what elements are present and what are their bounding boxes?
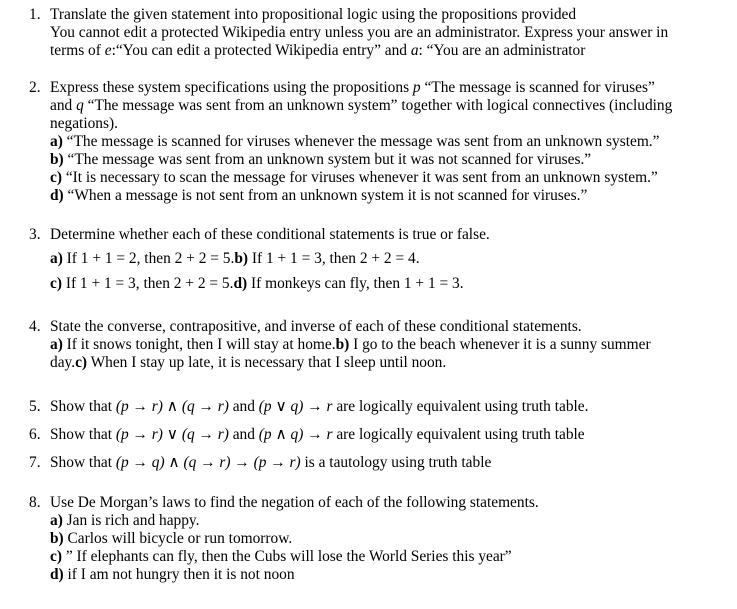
sub-question: b) “The message was sent from an unknown system but it was not scanned for viruses.”	[50, 151, 592, 168]
sub-question: c) ” If elephants can fly, then the Cubs will lose the World Series this year”	[50, 548, 512, 565]
question-text: Show that (p → q) ∧ (q → r) → (p → r) is a tautology using truth table	[50, 454, 492, 471]
question-number: 3.	[29, 226, 41, 243]
sub-question: d) if I am not hungry then it is not noon	[50, 566, 295, 583]
question-text: and q “The message was sent from an unknown system” together with logical connectives (including	[50, 97, 673, 114]
sub-question: a) “The message is scanned for viruses whenever the message was sent from an unknown system.”	[50, 133, 660, 150]
question-text: You cannot edit a protected Wikipedia entry unless you are an administrator. Express your answer in	[50, 24, 669, 41]
question-text: negations).	[50, 115, 118, 132]
question-text: Use De Morgan’s laws to find the negation of each of the following statements.	[50, 494, 539, 511]
question-number: 5.	[29, 398, 41, 415]
question-number: 6.	[29, 426, 41, 443]
question-text: terms of e:“You can edit a protected Wikipedia entry” and a: “You are an administrator	[50, 42, 586, 59]
question-number: 8.	[29, 494, 41, 511]
question-number: 1.	[29, 6, 41, 23]
question-number: 4.	[29, 318, 41, 335]
question-number: 7.	[29, 454, 41, 471]
sub-question: a) If 1 + 1 = 2, then 2 + 2 = 5.b) If 1 + 1 = 3, then 2 + 2 = 4.	[50, 250, 420, 267]
sub-question: day.c) When I stay up late, it is necessary that I sleep until noon.	[50, 354, 447, 371]
sub-question: c) If 1 + 1 = 3, then 2 + 2 = 5.d) If monkeys can fly, then 1 + 1 = 3.	[50, 275, 464, 292]
sub-question: d) “When a message is not sent from an unknown system it is not scanned for viruses.”	[50, 187, 588, 204]
question-number: 2.	[29, 79, 41, 96]
question-text: Show that (p → r) ∨ (q → r) and (p ∧ q) → r are logically equivalent using truth table	[50, 426, 585, 443]
question-text: Express these system specifications using the propositions p “The message is scanned for viruses”	[50, 79, 655, 96]
sub-question: a) If it snows tonight, then I will stay at home.b) I go to the beach whenever it is a sunny summer	[50, 336, 651, 353]
question-text: Translate the given statement into propositional logic using the propositions provided	[50, 6, 577, 23]
question-text: Show that (p → r) ∧ (q → r) and (p ∨ q) → r are logically equivalent using truth table.	[50, 398, 589, 415]
question-text: Determine whether each of these conditional statements is true or false.	[50, 226, 490, 243]
sub-question: c) “It is necessary to scan the message for viruses whenever it was sent from an unknown system.”	[50, 169, 658, 186]
sub-question: a) Jan is rich and happy.	[50, 512, 200, 529]
sub-question: b) Carlos will bicycle or run tomorrow.	[50, 530, 293, 547]
question-text: State the converse, contrapositive, and inverse of each of these conditional statements.	[50, 318, 582, 335]
